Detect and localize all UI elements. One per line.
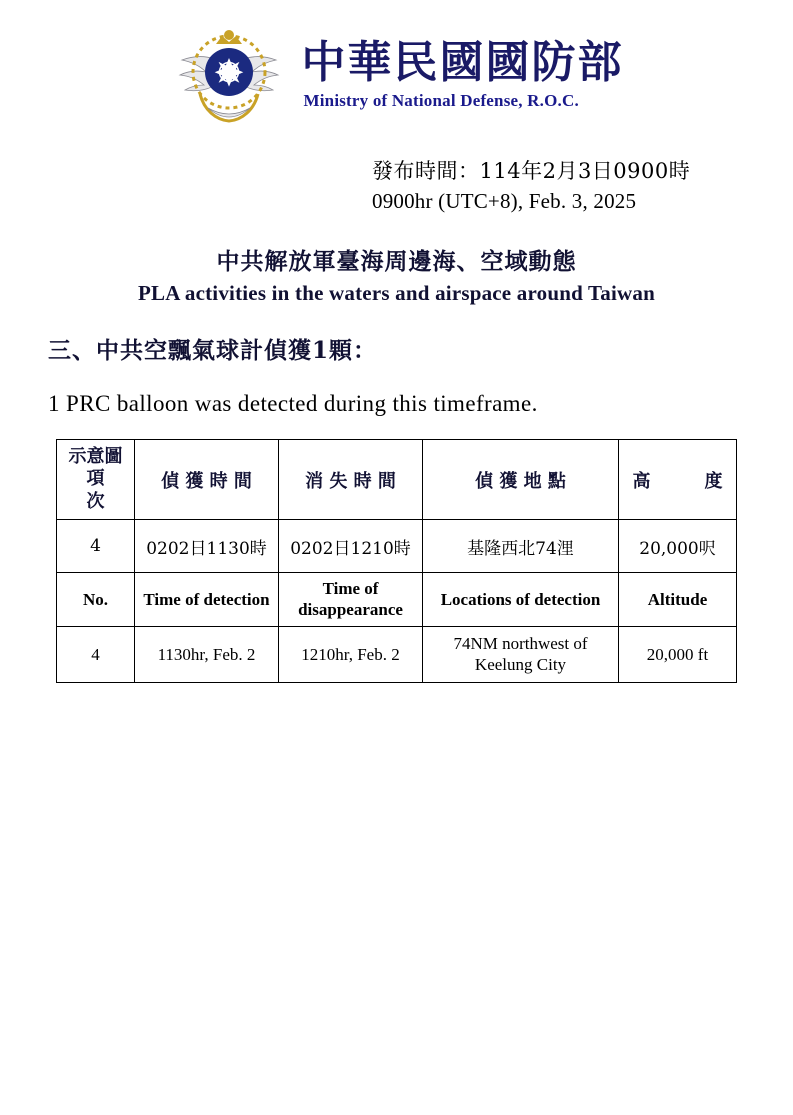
balloon-table-wrapper <box>0 439 793 683</box>
release-time-en: 0900hr (UTC+8), Feb. 3, 2025 <box>372 189 637 214</box>
header-title-block <box>302 39 624 111</box>
ministry-title-cn: 中華民國國防部 <box>301 37 624 89</box>
header-cell-detection-en: Time of detection <box>135 573 279 627</box>
cell-disappearance-en: 1210hr, Feb. 2 <box>279 627 423 683</box>
table-header-row-cn <box>57 439 737 520</box>
cell-altitude-cn: 20,000呎 <box>619 520 737 573</box>
ministry-title-en: Ministry of National Defense, R.O.C. <box>303 90 579 110</box>
cell-location-en: 74NM northwest of Keelung City <box>423 627 619 683</box>
header-cell-location-cn: 偵 獲 地 點 <box>423 439 619 520</box>
header-cell-location-en: Locations of detection <box>423 573 619 627</box>
header-no-line1: 示意圖 <box>68 445 123 467</box>
cell-detection-en: 1130hr, Feb. 2 <box>135 627 279 683</box>
mnd-roc-emblem-icon <box>170 22 288 126</box>
section-heading-cn: 三、中共空飄氣球計偵獲1顆： <box>48 336 378 364</box>
table-row-cn <box>57 520 737 573</box>
header-cell-no-cn <box>57 439 141 520</box>
header-cell-disappearance-cn: 消 失 時 間 <box>279 439 423 520</box>
header-cell-no-en: No. <box>57 573 135 627</box>
header-no-line2: 項 次 <box>86 468 141 512</box>
balloon-detection-table <box>56 439 737 683</box>
release-time-cn: 發布時間：114年2月3日0900時 <box>372 159 691 183</box>
cell-location-cn: 基隆西北74浬 <box>423 520 619 573</box>
release-time-block <box>0 156 793 217</box>
header-cell-altitude-cn: 高 度 <box>619 439 737 520</box>
cell-altitude-en: 20,000 ft <box>619 627 737 683</box>
document-header <box>0 0 793 126</box>
document-title-block <box>0 243 793 306</box>
document-title-en: PLA activities in the waters and airspace around Taiwan <box>138 280 655 305</box>
table-row-en <box>57 627 737 683</box>
cell-disappearance-cn: 0202日1210時 <box>279 520 423 573</box>
document-title-cn: 中共解放軍臺海周邊海、空域動態 <box>216 247 577 275</box>
cell-no-cn: 4 <box>57 520 135 573</box>
header-cell-disappearance-en: Time of disappearance <box>279 573 423 627</box>
table-header-row-en <box>57 573 737 627</box>
cell-no-en: 4 <box>57 627 135 683</box>
header-cell-detection-cn: 偵 獲 時 間 <box>135 439 279 520</box>
section-text-en: 1 PRC balloon was detected during this timeframe. <box>48 390 538 416</box>
cell-detection-cn: 0202日1130時 <box>135 520 279 573</box>
header-cell-altitude-en: Altitude <box>619 573 737 627</box>
